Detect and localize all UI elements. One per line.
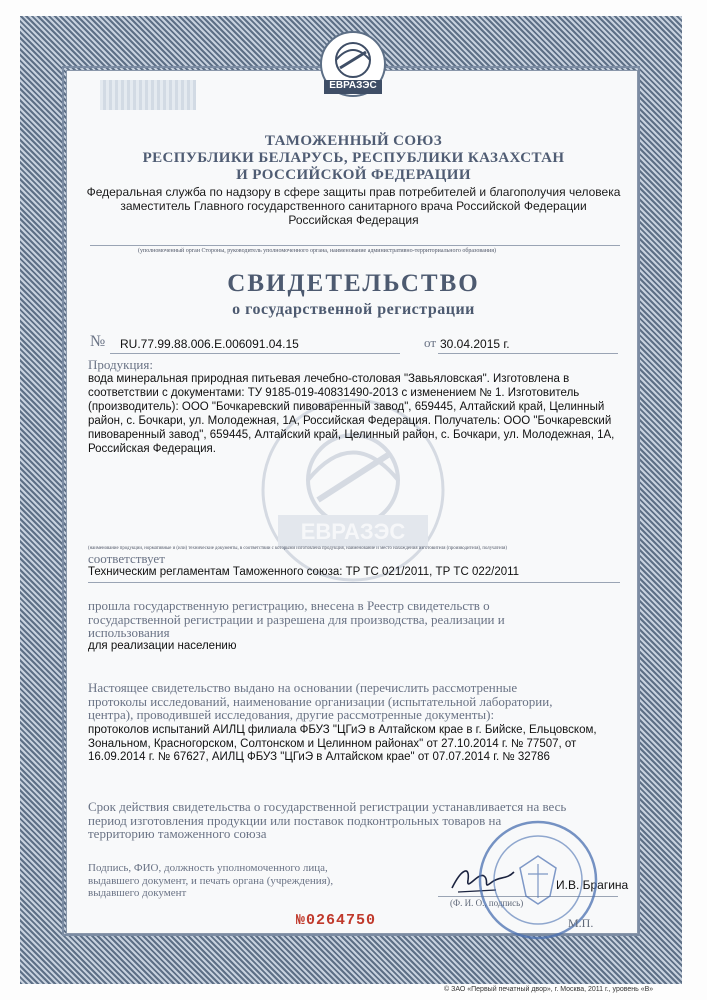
official-seal-stamp [468,818,618,953]
authority-caption: (уполномоченный орган Стороны, руководитель уполномоченного органа, наименование административно-территориального образования) [138,248,496,254]
registration-line: прошла государственную регистрацию, внесена в Реестр свидетельств о [88,598,490,613]
watermark-text: ЕВРАЗЭС [300,519,406,544]
serial-number: №0264750 [296,912,377,929]
basis-documents [88,724,597,765]
union-title-line2: РЕСПУБЛИКИ БЕЛАРУСЬ, РЕСПУБЛИКИ КАЗАХСТАН [142,150,565,166]
conformity-label: соответствует [88,551,165,566]
conformity-value: Техническим регламентам Таможенного союза: ТР ТС 021/2011, ТР ТС 022/2011 [88,566,520,578]
basis-document-line: протоколов испытаний АИЛЦ филиала ФБУЗ "ЦГиЭ в Алтайском крае в г. Бийске, Ельцовском, [88,724,597,736]
number-label: № [90,333,106,350]
authority-line2: заместитель Главного государственного санитарного врача Российской Федерации [120,199,587,213]
validity-line: Срок действия свидетельства о государственной регистрации устанавливается на весь [88,799,567,814]
printer-note: © ЗАО «Первый печатный двор», г. Москва, 2011 г., уровень «В» [444,986,654,993]
signature-caption-line: выдавшего документ [88,887,187,899]
authority-line1: Федеральная служба по надзору в сфере защиты прав потребителей и благополучия человека [86,185,621,199]
date-underline [438,353,618,354]
basis-line: протоколы исследований, наименование организации (испытательной лаборатории, [88,693,553,709]
product-label: Продукция: [88,357,153,372]
product-line: Российская Федерация. [88,443,216,455]
registration-line: государственной регистрации и разрешена для производства, реализации и [88,611,505,627]
signature-field-caption: (Ф. И. О., подпись) [450,898,524,908]
registration-date: 30.04.2015 г. [440,337,510,351]
validity-line: период изготовления продукции или поставок подконтрольных товаров на [88,812,502,828]
date-label: от [424,335,437,350]
product-line: (производитель): ООО "Бочкаревский пивоваренный завод", 659445, Алтайский край, Целинный [88,401,605,413]
basis-statement [88,681,552,722]
signature-caption-line: Подпись, ФИО, должность уполномоченного лица, [88,862,328,874]
logo-text: ЕВРАЗЭС [329,80,377,91]
document-subtitle: о государственной регистрации [232,301,475,318]
product-caption: (наименование продукции, нормативные и (или) технические документы, в соответствии с которыми изготовлена продукция, наименование и место нахождения изготовителя (производителя), получателя) [88,546,507,551]
basis-document-line: 16.09.2014 г. № 67627, АИЛЦ ФБУЗ "ЦГиЭ в Алтайском крае" от 07.07.2014 г. № 32786 [88,751,550,763]
union-title-line1: ТАМОЖЕННЫЙ СОЮЗ [264,133,443,149]
basis-document-line: Зональном, Красногорском, Солтонском и Целинном районах" от 27.10.2014 г. № 77507, от [88,737,577,750]
registration-purpose: для реализации населению [88,640,237,652]
product-line: пивоваренный завод", 659445, Алтайский край, Целинный район, с. Бочкари, ул. Молодежная, 1А, [88,429,615,441]
product-line: вода минеральная природная питьевая лечебно-столовая "Завьяловская". Изготовлена в [88,373,570,385]
product-line: район, с. Бочкари, ул. Молодежная, 1А, Российская Федерация. Получатель: ООО "Бочкаревский [88,415,612,427]
hologram-patch [100,80,196,110]
union-title-line3: И РОССИЙСКОЙ ФЕДЕРАЦИИ [236,167,471,183]
registration-number: RU.77.99.88.006.Е.006091.04.15 [120,337,299,351]
product-description [88,372,614,456]
basis-line: центра), проводившей исследования, другие рассмотренные документы): [88,707,495,722]
evrazes-logo [310,30,396,111]
validity-line: территорию таможенного союза [88,826,267,841]
signature-caption-block [88,862,333,900]
conformity-underline [88,582,620,583]
authority-line3: Российская Федерация [288,213,419,227]
number-underline [110,353,400,354]
registration-line: использования [88,625,170,640]
basis-line: Настоящее свидетельство выдано на основании (перечислить рассмотренные [88,680,518,695]
document-title: СВИДЕТЕЛЬСТВО [227,270,480,297]
authority-underline [90,245,620,246]
registration-statement [88,599,505,640]
signatory-name: И.В. Брагина [556,878,629,892]
product-line: соответствии с документами: ТУ 9185-019-40831490-2013 с изменением № 1. Изготовитель [88,387,580,399]
mp-label: М.П. [568,916,594,930]
signature-caption-line: выдавшего документ, и печать органа (учреждения), [88,874,334,887]
